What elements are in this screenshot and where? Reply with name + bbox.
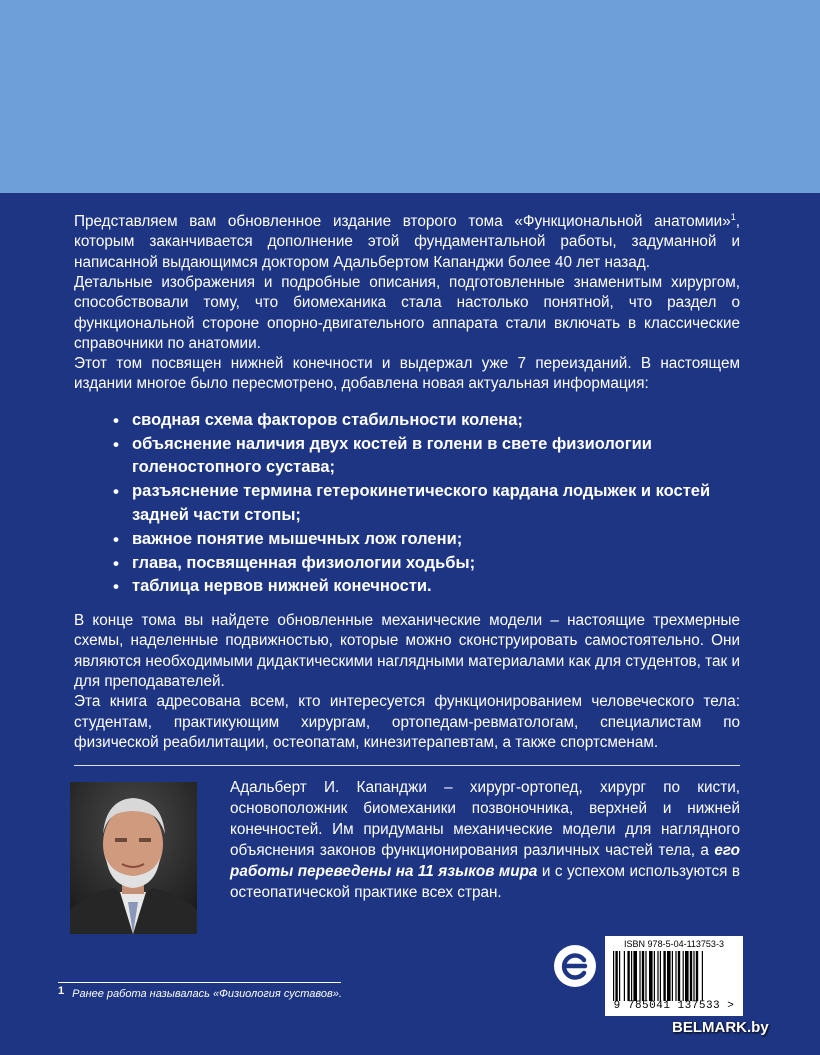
- barcode-bars-icon: [613, 951, 737, 1001]
- footnote-divider: [58, 982, 341, 983]
- author-bio: Адальберт И. Капанджи – хирург-ортопед, хирург по кисти, основоположник биомеханики позвоночника, верхней и нижней конечностей. Им придуманы механические модели для наглядного объяснения законов функционирования различных частей тела, а его работы переведены на 11 языков мира и с успехом используются в остеопатической практике всех стран.: [230, 779, 740, 901]
- bullet-icon: •: [113, 434, 119, 454]
- bullet-icon: •: [113, 410, 119, 430]
- list-item: • глава, посвященная физиологии ходьбы;: [74, 552, 740, 576]
- paragraph-2: Детальные изображения и подробные описания, подготовленные знаменитым хирургом, способствовали тому, что биомеханика стала настолько понятной, что раздел о функциональной стороне опорно-двигательного аппарата стали включать в классические справочники по анатомии.: [74, 273, 740, 352]
- section-divider: [74, 765, 740, 766]
- author-photo: [70, 782, 197, 934]
- list-item: • разъяснение термина гетерокинетического кардана лодыжек и костей задней части стопы;: [113, 482, 711, 524]
- footnote-ref: 1: [730, 212, 736, 222]
- list-item: • таблица нервов нижней конечности.: [74, 575, 740, 599]
- bullet-icon: •: [113, 529, 119, 549]
- barcode: [605, 936, 743, 1016]
- paragraph-3: Этот том посвящен нижней конечности и выдержал уже 7 переизданий. В настоящем издании многое было пересмотрено, добавлена новая актуальная информация:: [74, 355, 740, 393]
- intro-paragraph: [74, 207, 740, 273]
- top-color-band: [0, 0, 820, 193]
- footnote: [58, 985, 342, 1000]
- list-item: • сводная схема факторов стабильности колена;: [74, 409, 740, 433]
- list-item: • важное понятие мышечных лож голени;: [74, 528, 740, 552]
- bullet-icon: •: [113, 482, 119, 502]
- publisher-logo-icon: [553, 944, 597, 988]
- list-item: • объяснение наличия двух костей в голени в свете физиологии голеностопного сустава;: [113, 434, 652, 477]
- watermark: BELMARK.by: [672, 1019, 769, 1036]
- paragraph-4: В конце тома вы найдете обновленные механические модели – настоящие трехмерные схемы, наделенные подвижностью, которые можно сконструировать самостоятельно. Они являются необходимыми дидактическими наглядными материалами как для студентов, так и для преподавателей.: [74, 612, 740, 691]
- intro-text: Представляем вам обновленное издание второго тома «Функциональной анатомии»: [74, 213, 731, 231]
- intro-text-continued: , которым заканчивается дополнение этой фундаментальной работы, задуманной и написанной выдающимся доктором Адальбертом Капанджи более 40 лет назад.: [74, 213, 740, 271]
- footnote-text: Ранее работа называлась «Физиология суставов».: [72, 988, 342, 1000]
- paragraph-5: Эта книга адресована всем, кто интересуется функционированием человеческого тела: студентам, практикующим хирургам, ортопедам-ревматологам, специалистам по физической реабилитации, остеопатам, кинезитерапевтам, а также спортсменам.: [74, 693, 740, 751]
- isbn-label: ISBN 978-5-04-113753-3: [624, 939, 724, 949]
- features-list: [74, 409, 740, 599]
- barcode-number: 9 785041 137533 >: [613, 1000, 735, 1012]
- bullet-icon: •: [113, 577, 119, 597]
- bullet-icon: •: [113, 553, 119, 573]
- description-block: [74, 207, 740, 753]
- bio-emphasis: его работы переведены на 11 языков мира: [230, 841, 740, 880]
- footnote-mark: 1: [58, 985, 65, 997]
